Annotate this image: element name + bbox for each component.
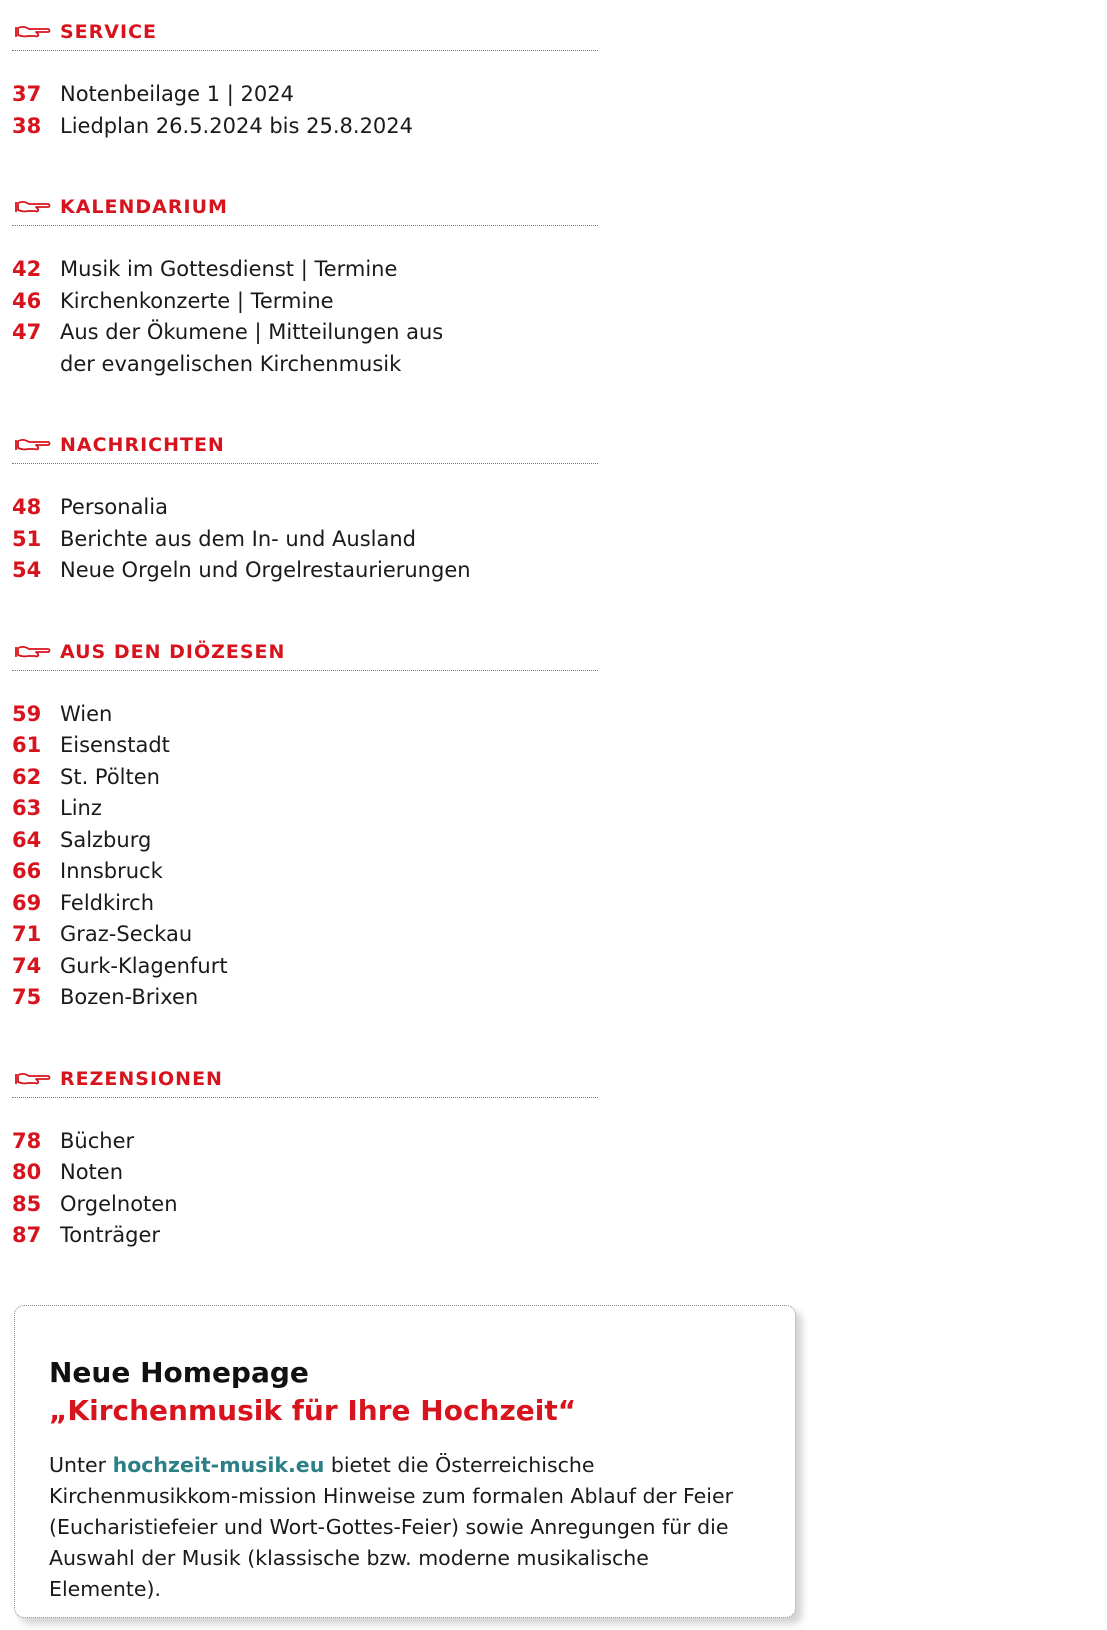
section-header	[12, 620, 598, 671]
notice-text-before: Unter	[49, 1453, 113, 1477]
pointing-hand-icon	[14, 1070, 52, 1088]
toc-entry	[12, 1126, 598, 1158]
pointing-hand-icon	[14, 643, 52, 661]
entry-title: Liedplan 26.5.2024 bis 25.8.2024	[60, 113, 414, 138]
page-number: 61	[12, 733, 42, 757]
page-number: 62	[12, 764, 42, 789]
section-title: AUS DEN DIÖZESEN	[60, 640, 286, 663]
page-number: 78	[12, 1128, 42, 1153]
toc-entry	[12, 919, 598, 951]
table-of-contents	[12, 0, 598, 1252]
entry-title: St. Pölten	[60, 764, 160, 789]
section-header	[12, 0, 598, 51]
toc-entry	[12, 1157, 598, 1189]
toc-entry	[12, 793, 598, 825]
page-number: 74	[12, 953, 42, 978]
entry-title: Salzburg	[60, 827, 152, 852]
toc-entry	[12, 825, 598, 857]
toc-entry	[12, 982, 598, 1014]
notice-title: Neue Homepage	[49, 1356, 309, 1389]
toc-entry	[12, 286, 598, 318]
entry-title: Berichte aus dem In- und Ausland	[60, 526, 416, 551]
toc-entry	[12, 888, 598, 920]
toc-entry	[12, 492, 598, 524]
entry-title: Eisenstadt	[60, 733, 170, 757]
section-header	[12, 413, 598, 464]
page-number: 64	[12, 827, 42, 852]
entry-title: Innsbruck	[60, 859, 163, 883]
page-number: 54	[12, 558, 42, 582]
page-number: 47	[12, 320, 42, 344]
entry-title: Personalia	[60, 495, 168, 519]
page-number: 42	[12, 257, 42, 281]
section-title: KALENDARIUM	[60, 196, 228, 218]
entry-title: Neue Orgeln und Orgelrestaurierungen	[60, 558, 471, 582]
pointing-hand-icon	[14, 198, 52, 216]
entry-title: Feldkirch	[60, 890, 155, 915]
section-service	[12, 0, 598, 175]
toc-entry	[12, 1220, 598, 1252]
entry-title: Wien	[60, 701, 113, 726]
section-title: SERVICE	[60, 21, 157, 43]
notice-subtitle: „Kirchenmusik für Ihre Hochzeit“	[49, 1394, 577, 1427]
toc-entry	[12, 951, 598, 983]
homepage-notice-box	[14, 1305, 796, 1618]
entry-title: Noten	[60, 1160, 124, 1184]
page-number: 48	[12, 495, 42, 519]
toc-entry	[12, 79, 598, 111]
page-number: 63	[12, 796, 42, 820]
homepage-link[interactable]: hochzeit-musik.eu	[112, 1453, 325, 1477]
page-number: 66	[12, 859, 42, 883]
toc-entry	[12, 699, 598, 731]
pointing-hand-icon	[14, 436, 52, 454]
page-number: 69	[12, 890, 42, 915]
entry-title: Linz	[60, 796, 102, 820]
page-number: 37	[12, 82, 42, 106]
page-number: 71	[12, 922, 42, 946]
page-number: 87	[12, 1223, 42, 1247]
entry-title: Bozen-Brixen	[60, 985, 199, 1009]
page-number: 75	[12, 985, 42, 1009]
entry-title: Musik im Gottesdienst | Termine	[60, 257, 398, 281]
toc-entry	[12, 111, 598, 143]
entry-title: Tonträger	[60, 1223, 161, 1247]
toc-entry	[12, 856, 598, 888]
section-nachrichten	[12, 413, 598, 620]
toc-entry	[12, 730, 598, 762]
section-title: REZENSIONEN	[60, 1067, 223, 1090]
entry-title: Gurk-Klagenfurt	[60, 953, 228, 978]
toc-entry	[12, 1189, 598, 1221]
entry-title: Orgelnoten	[60, 1191, 178, 1216]
entry-title: Notenbeilage 1 | 2024	[60, 82, 294, 106]
notice-text-after: bietet die Österreichische Kirchenmusikkom-mission Hinweise zum formalen Ablauf der Feier (Eucharistiefeier und Wort-Gottes-Feier) sowie Anregungen für die Auswahl der Musik (klassische bzw. moderne musikalische Elemente).	[49, 1453, 734, 1601]
page-number: 38	[12, 113, 42, 138]
page-number: 46	[12, 288, 42, 313]
entry-title: Bücher	[60, 1128, 135, 1153]
entry-title: Kirchenkonzerte | Termine	[60, 288, 334, 313]
entry-title: Aus der Ökumene | Mitteilungen aus der evangelischen Kirchenmusik	[60, 320, 444, 376]
page-number: 51	[12, 526, 42, 551]
section-header	[12, 175, 598, 226]
page-number: 80	[12, 1160, 42, 1184]
page-number: 85	[12, 1191, 42, 1216]
toc-entry	[12, 254, 598, 286]
toc-entry	[12, 555, 598, 587]
entry-title: Graz-Seckau	[60, 922, 193, 946]
toc-entry	[12, 762, 598, 794]
page-number: 59	[12, 701, 42, 726]
toc-entry	[12, 317, 598, 380]
section-header	[12, 1047, 598, 1098]
notice-body	[49, 1450, 763, 1605]
toc-entry	[12, 524, 598, 556]
section-rezensionen	[12, 1047, 598, 1252]
section-kalendarium	[12, 175, 598, 413]
pointing-hand-icon	[14, 23, 52, 41]
section-dioezesen	[12, 620, 598, 1047]
section-title: NACHRICHTEN	[60, 434, 225, 456]
